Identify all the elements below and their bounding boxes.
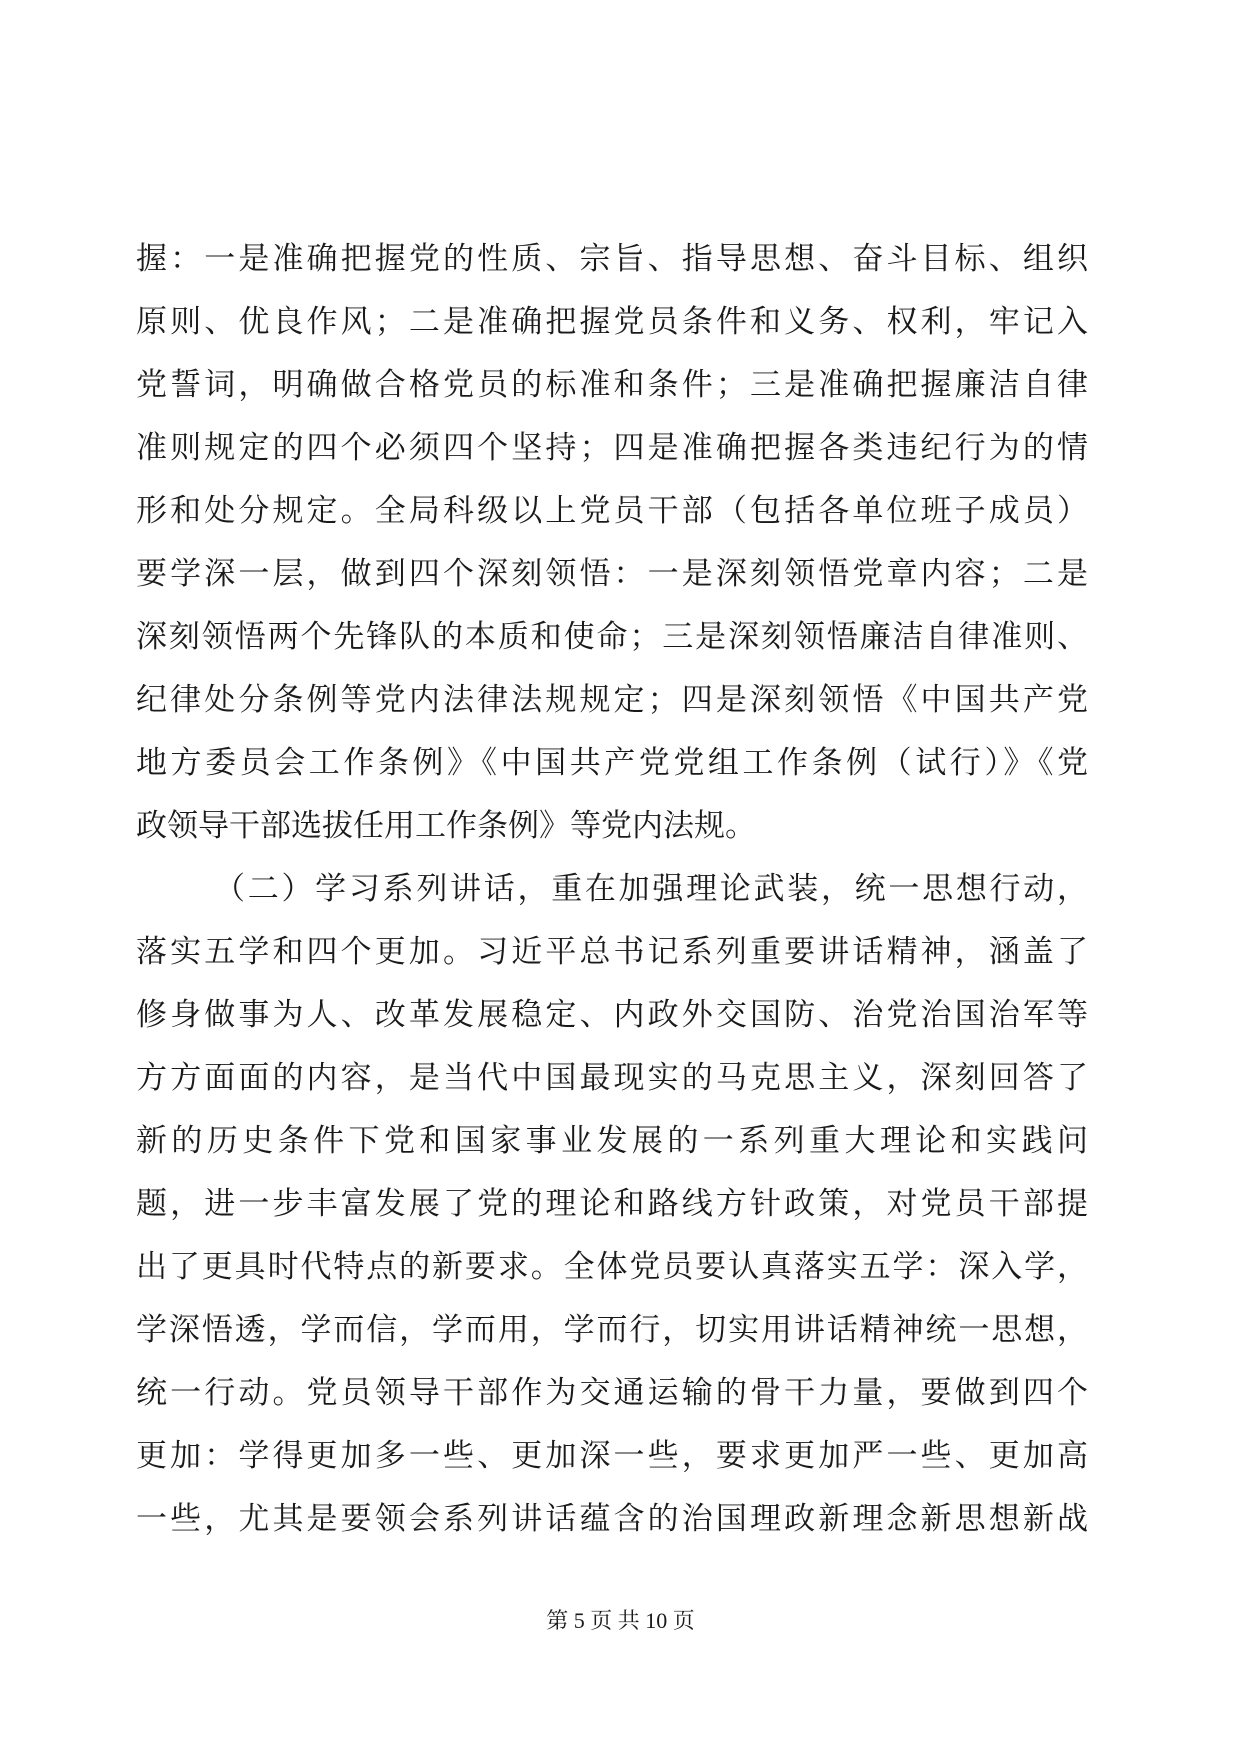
text-line: 出了更具时代特点的新要求。全体党员要认真落实五学：深入学， <box>136 1249 1088 1285</box>
text-line: 握：一是准确把握党的性质、宗旨、指导思想、奋斗目标、组织 <box>136 241 1088 277</box>
paragraph-2 <box>136 858 1088 1551</box>
text-line: 纪律处分条例等党内法律法规规定；四是深刻领悟《中国共产党 <box>136 682 1088 718</box>
text-line: 一些，尤其是要领会系列讲话蕴含的治国理政新理念新思想新战 <box>136 1501 1088 1537</box>
text-line: 政领导干部选拔任用工作条例》等党内法规。 <box>136 808 756 844</box>
paragraph-1 <box>136 228 1088 858</box>
text-line: 原则、优良作风；二是准确把握党员条件和义务、权利，牢记入 <box>136 304 1088 340</box>
text-line: 党誓词，明确做合格党员的标准和条件；三是准确把握廉洁自律 <box>136 367 1088 403</box>
text-line: 深刻领悟两个先锋队的本质和使命；三是深刻领悟廉洁自律准则、 <box>136 619 1088 655</box>
text-line: 要学深一层，做到四个深刻领悟：一是深刻领悟党章内容；二是 <box>136 556 1088 592</box>
text-line: 落实五学和四个更加。习近平总书记系列重要讲话精神，涵盖了 <box>136 934 1088 970</box>
text-line: （二）学习系列讲话，重在加强理论武装，统一思想行动， <box>214 871 1088 907</box>
text-line: 新的历史条件下党和国家事业发展的一系列重大理论和实践问 <box>136 1123 1088 1159</box>
text-line: 学深悟透，学而信，学而用，学而行，切实用讲话精神统一思想， <box>136 1312 1088 1348</box>
text-line: 更加：学得更加多一些、更加深一些，要求更加严一些、更加高 <box>136 1438 1088 1474</box>
text-line: 方方面面的内容，是当代中国最现实的马克思主义，深刻回答了 <box>136 1060 1088 1096</box>
text-line: 地方委员会工作条例》《中国共产党党组工作条例（试行）》《党 <box>136 745 1088 781</box>
text-line: 形和处分规定。全局科级以上党员干部（包括各单位班子成员） <box>136 493 1088 529</box>
text-line: 准则规定的四个必须四个坚持；四是准确把握各类违纪行为的情 <box>136 430 1088 466</box>
text-line: 修身做事为人、改革发展稳定、内政外交国防、治党治国治军等 <box>136 997 1088 1033</box>
text-line: 统一行动。党员领导干部作为交通运输的骨干力量，要做到四个 <box>136 1375 1088 1411</box>
body-text <box>136 228 1088 1551</box>
text-line: 题，进一步丰富发展了党的理论和路线方针政策，对党员干部提 <box>136 1186 1088 1222</box>
page-number-footer: 第 5 页 共 10 页 <box>546 1608 695 1633</box>
